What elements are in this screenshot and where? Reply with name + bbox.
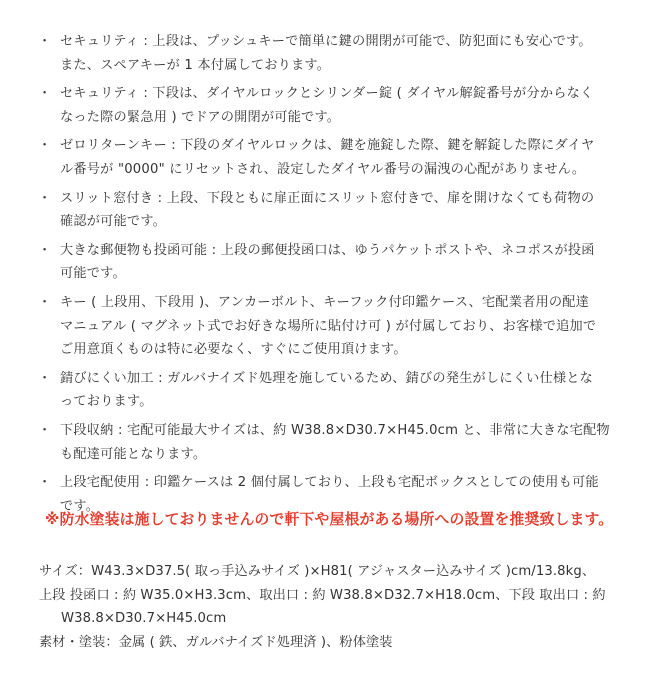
bullet-icon: ・	[38, 475, 52, 491]
feature-item	[36, 419, 626, 466]
bullet-icon: ・	[38, 34, 52, 49]
bullet-icon: ・	[38, 86, 52, 102]
feature-text: 上段宅配使用 : 印鑑ケースは 2 個付属しており、上段も宅配ボックスとしての使用も可能 です。	[60, 475, 599, 514]
feature-item	[36, 367, 626, 414]
feature-text: スリット窓付き : 上段、下段ともに扉正面にスリット窓付きで、扉を開けなくても荷物の 確認が可能です。	[60, 190, 595, 230]
spec-openings: 上段 投函口 : 約 W35.0×H3.3cm、取出口 : 約 W38.8×D32.7×H18.0cm、下段 取出口 : 約	[39, 587, 606, 603]
feature-item	[36, 291, 626, 362]
feature-item	[36, 30, 626, 77]
feature-item	[36, 82, 626, 129]
feature-text: セキュリティ : 上段は、プッシュキーで簡単に鍵の開閉が可能で、防犯面にも安心です。 また、スペアキーが 1 本付属しております。	[60, 34, 592, 73]
feature-text: ゼロリターンキー : 下段のダイヤルロックは、鍵を施錠した際、鍵を解錠した際にダイヤ ル番号が "0000" にリセットされ、設定したダイヤル番号の漏洩の心配がありません。	[60, 138, 595, 177]
bullet-icon: ・	[38, 422, 52, 438]
feature-text: セキュリティ : 下段は、ダイヤルロックとシリンダー錠 ( ダイヤル解錠番号が分からなく なった際の緊急用 ) でドアの開閉が可能です。	[60, 86, 594, 125]
feature-text: 大きな郵便物も投函可能 : 上段の郵便投函口は、ゆうパケットポストや、ネコポスが投函 可能です。	[60, 242, 595, 282]
waterproof-notice: ※防水塗装は施しておりませんので軒下や屋根がある場所への設置を推奨致します。	[45, 511, 614, 528]
feature-text: キー ( 上段用、下段用 )、アンカーボルト、キーフック付印鑑ケース、宅配業者用の配達 マニュアル ( マグネット式でお好きな場所に貼付け可 ) が付属しており、お客様で追加で ご用意頂くものは特に必要なく、すぐにご使用頂けます。	[60, 294, 597, 358]
bullet-icon: ・	[38, 242, 52, 258]
spec-list	[39, 560, 639, 654]
bullet-icon: ・	[38, 138, 52, 154]
spec-material: 素材・塗装：金属 ( 鉄、ガルバナイズド処理済 )、粉体塗装	[39, 634, 393, 650]
spec-openings-continued: W38.8×D30.7×H45.0cm	[61, 611, 227, 626]
bullet-icon: ・	[38, 370, 52, 386]
bullet-icon: ・	[38, 294, 52, 310]
feature-text: 錆びにくい加工 : ガルバナイズド処理を施しているため、錆びの発生がしにくい仕様とな っております。	[60, 370, 594, 410]
spec-size: サイズ：W43.3×D37.5( 取っ手込みサイズ )×H81( アジャスター込みサイズ )cm/13.8kg、	[39, 564, 596, 579]
feature-item	[36, 187, 626, 234]
feature-item	[36, 134, 626, 181]
feature-item	[36, 239, 626, 286]
feature-text: 下段収納 : 宅配可能最大サイズは、約 W38.8×D30.7×H45.0cm と、非常に大きな宅配物 も配達可能となります。	[60, 422, 610, 462]
bullet-icon: ・	[38, 190, 52, 206]
feature-list	[36, 30, 626, 523]
